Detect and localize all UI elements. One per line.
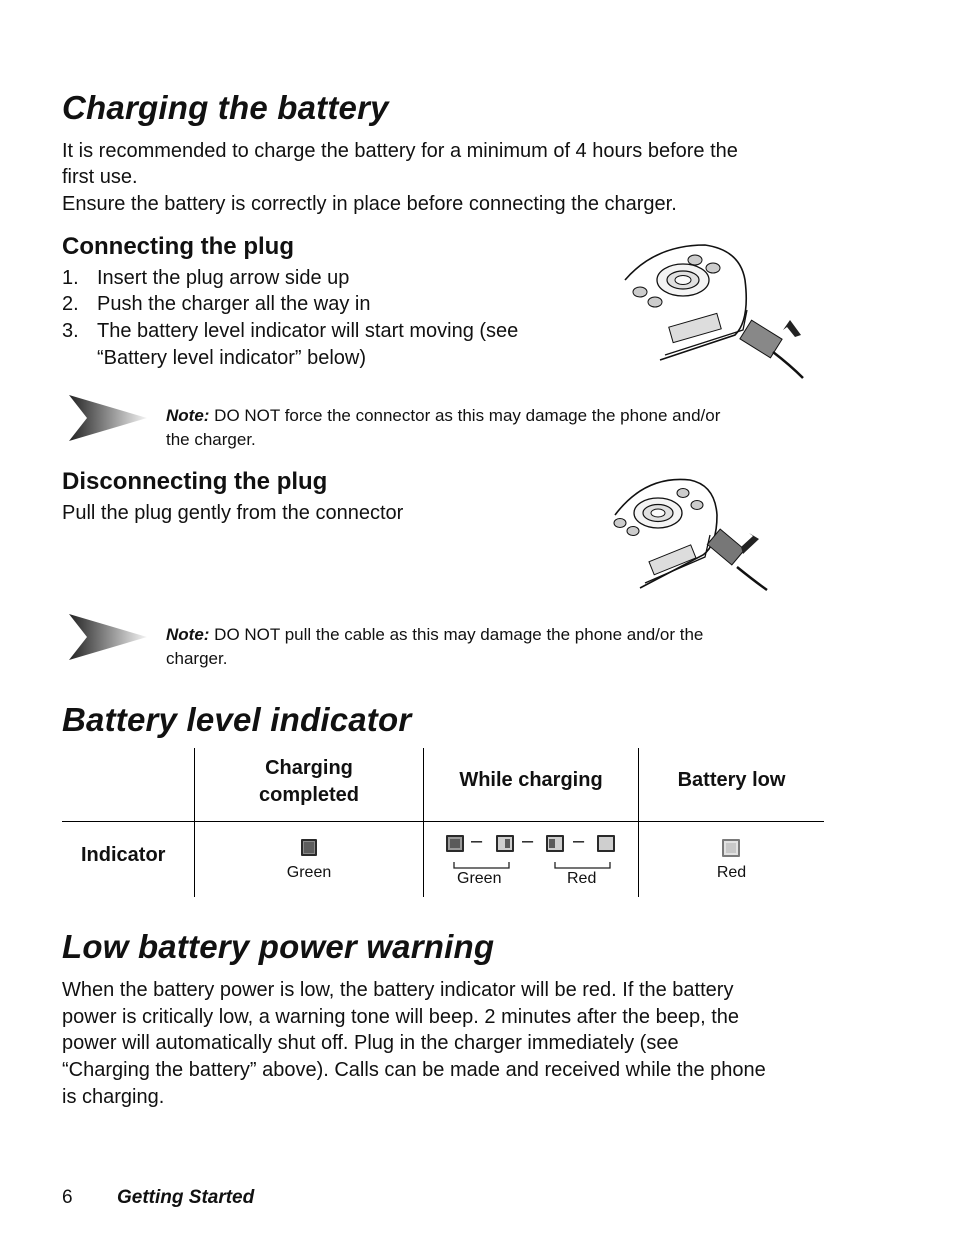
heading-low-battery: Low battery power warning — [62, 928, 495, 965]
page-title-charging: Charging the battery — [62, 89, 389, 126]
page-number: 6 — [62, 1187, 73, 1208]
note-label: Note: — [166, 406, 210, 425]
row-label-indicator: Indicator — [81, 844, 166, 866]
footer-section-title: Getting Started — [117, 1187, 255, 1208]
intro-line-2: first use. — [62, 166, 138, 188]
note-text: the charger. — [166, 430, 256, 449]
note-text: DO NOT pull the cable as this may damage the phone and/or the — [209, 625, 704, 644]
paragraph-line: power is critically low, a warning tone will beep. 2 minutes after the beep, the — [62, 1006, 740, 1028]
note-connecting — [166, 404, 816, 452]
battery-full-icon — [299, 838, 319, 857]
phone-disconnect-illustration — [605, 475, 780, 595]
note-text: DO NOT force the connector as this may damage the phone and/or — [209, 406, 721, 425]
list-text: The battery level indicator will start moving (see — [97, 320, 519, 342]
battery-level-table — [62, 748, 824, 898]
label-green: Green — [457, 870, 502, 887]
note-arrow-icon — [67, 393, 149, 443]
heading-disconnecting-plug: Disconnecting the plug — [62, 468, 328, 495]
heading-connecting-plug: Connecting the plug — [62, 233, 294, 260]
list-number: 3. — [62, 320, 79, 342]
list-number: 2. — [62, 293, 79, 315]
list-number: 1. — [62, 267, 79, 289]
dash: – — [471, 830, 483, 852]
paragraph-line: is charging. — [62, 1086, 165, 1108]
battery-low-icon — [720, 838, 742, 858]
paragraph-line: When the battery power is low, the battery indicator will be red. If the battery — [62, 979, 734, 1001]
intro-line-3: Ensure the battery is correctly in place before connecting the charger. — [62, 193, 677, 215]
table-header-charging-completed — [195, 755, 423, 809]
phone-connect-illustration — [615, 240, 815, 385]
intro-line-1: It is recommended to charge the battery for a minimum of 4 hours before the — [62, 140, 738, 162]
paragraph-line: “Charging the battery” above). Calls can be made and received while the phone — [62, 1059, 766, 1081]
note-text: charger. — [166, 649, 228, 668]
header-text: completed — [258, 784, 360, 806]
dash: – — [573, 830, 585, 852]
list-text: “Battery level indicator” below) — [97, 347, 366, 369]
label-green: Green — [286, 864, 332, 881]
list-text: Push the charger all the way in — [97, 293, 371, 315]
label-red: Red — [567, 870, 597, 887]
paragraph-line: power will automatically shut off. Plug in the charger immediately (see — [62, 1032, 679, 1054]
list-text: Insert the plug arrow side up — [97, 267, 350, 289]
label-red: Red — [716, 864, 747, 881]
dash: – — [522, 830, 534, 852]
table-divider — [62, 821, 824, 822]
table-header-while-charging: While charging — [459, 769, 603, 791]
header-text: Charging — [265, 757, 353, 779]
disconnect-text: Pull the plug gently from the connector — [62, 502, 404, 524]
note-disconnecting — [166, 623, 816, 671]
heading-battery-level: Battery level indicator — [62, 701, 412, 738]
note-arrow-icon — [67, 612, 149, 662]
table-header-battery-low: Battery low — [677, 769, 786, 791]
note-label: Note: — [166, 625, 210, 644]
